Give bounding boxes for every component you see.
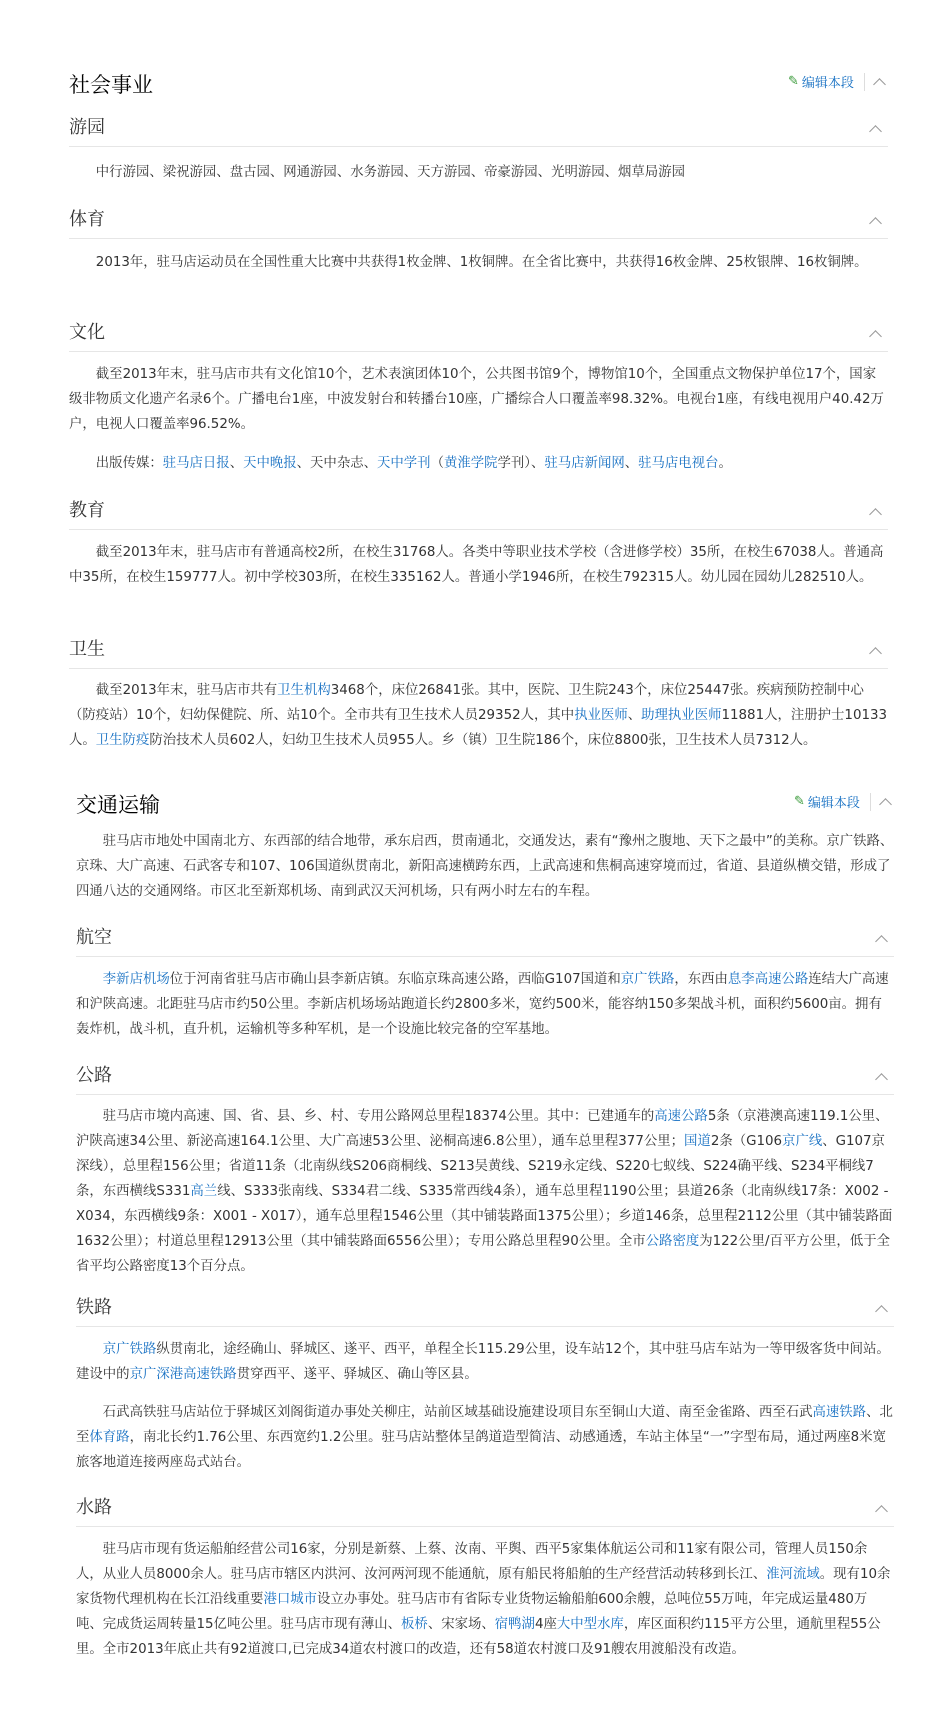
chevron-up-icon[interactable] <box>875 1305 888 1318</box>
subsection-title: 航空 <box>76 927 112 948</box>
paragraph-highway <box>76 1104 894 1279</box>
text: 贯穿西平、遂平、驿城区、确山等区县。 <box>236 1367 478 1382</box>
chevron-up-icon[interactable] <box>869 125 882 138</box>
text-sep: 、 <box>229 456 244 471</box>
text: 防治技术人员602人，妇幼卫生技术人员955人。乡（镇）卫生院186个，床位8800张，卫生技术人员7312人。 <box>149 733 817 748</box>
link-huaihe-basin[interactable]: 淮河流域 <box>766 1567 820 1582</box>
text-sep: 、 <box>624 456 639 471</box>
subsection-title: 铁路 <box>76 1297 112 1318</box>
link-high-speed-rail[interactable]: 高速铁路 <box>812 1405 867 1420</box>
subsection-header-health <box>69 632 888 669</box>
section-title-social: 社会事业 <box>69 73 153 97</box>
link-jingguang-railway[interactable]: 京广铁路 <box>620 972 675 987</box>
text: 3468个，床位26841张。其中，医院、卫生院243个，床位25447张。疾病预防控制中心（防疫站）10个，妇幼保健院、所、站10个。全市共有卫生技术人员29352人，其中 <box>69 683 864 723</box>
subsection-title: 水路 <box>76 1497 112 1518</box>
link-expressway[interactable]: 高速公路 <box>654 1109 708 1124</box>
link-national-road[interactable]: 国道 <box>684 1134 711 1149</box>
link-epidemic-prevention[interactable]: 卫生防疫 <box>95 733 150 748</box>
paragraph-railway-1 <box>76 1337 894 1387</box>
text: 、北至 <box>76 1405 893 1445</box>
text: 纵贯南北，途经确山、驿城区、遂平、西平，单程全长115.29公里，设车站12个，其中驻马店车站为一等甲级客货中间站。建设中的 <box>76 1342 890 1382</box>
subsection-title: 教育 <box>69 500 105 521</box>
text-sep: 。 <box>718 456 732 471</box>
paragraph-waterway <box>76 1537 894 1662</box>
link-zhumadian-news[interactable]: 驻马店新闻网 <box>544 456 625 471</box>
subsection-header-parks <box>69 110 888 147</box>
link-jingguangshengang-hsr[interactable]: 京广深港高速铁路 <box>129 1367 237 1382</box>
link-banqiao[interactable]: 板桥 <box>401 1617 428 1632</box>
link-port-city[interactable]: 港口城市 <box>263 1592 318 1607</box>
text: 、宋家场、 <box>427 1617 495 1632</box>
link-licensed-physician[interactable]: 执业医师 <box>574 708 628 723</box>
paragraph-health <box>69 678 888 753</box>
paragraph-transport-intro: 驻马店市地处中国南北方、东西部的结合地带，承东启西，贯南通北，交通发达，素有“豫州之腹地、天下之最中”的美称。京广铁路、京珠、大广高速、石武客专和107、106国道纵贯南北，新阳高速横跨东西，上武高速和焦桐高速穿境而过，省道、县道纵横交错，形成了四通八达的交通网络。市区北至新郑机场、南到武汉天河机场，只有两小时左右的车程。 <box>76 834 894 899</box>
link-tianzhong-journal[interactable]: 天中学刊 <box>377 456 431 471</box>
paragraph-culture: 截至2013年末，驻马店市共有文化馆10个，艺术表演团体10个，公共图书馆9个，博物馆10个，全国重点文物保护单位17个，国家级非物质文化遗产名录6个。广播电台1座，中波发射台和转播台10座，广播综合人口覆盖率98.32%。电视台1座，有线电视用户40.42万户，电视人口覆盖率96.52%。 <box>69 367 884 432</box>
paragraph-sports: 2013年，驻马店运动员在全国性重大比赛中共获得1枚金牌、1枚铜牌。在全省比赛中，共获得16枚金牌、25枚银牌、16枚铜牌。 <box>95 255 868 270</box>
edit-section-button[interactable]: 编辑本段 <box>801 76 854 91</box>
subsection-title: 体育 <box>69 209 105 230</box>
paragraph-parks: 中行游园、梁祝游园、盘古园、网通游园、水务游园、天方游园、帝豪游园、光明游园、烟草局游园 <box>95 165 685 180</box>
media-label: 出版传媒： <box>95 456 163 471</box>
text: 2条（G106 <box>710 1134 783 1149</box>
chevron-up-icon[interactable] <box>869 647 882 660</box>
chevron-up-icon[interactable] <box>869 508 882 521</box>
link-suyahu[interactable]: 宿鸭湖 <box>494 1617 535 1632</box>
subsection-title: 卫生 <box>69 639 105 660</box>
text-sep: 学刊）、 <box>497 456 545 471</box>
edit-section-button[interactable]: 编辑本段 <box>807 796 860 811</box>
subsection-header-culture <box>69 315 888 352</box>
chevron-up-icon[interactable] <box>873 78 886 91</box>
pencil-icon: ✎ <box>788 74 799 89</box>
chevron-up-icon[interactable] <box>869 330 882 343</box>
paragraph-aviation <box>76 967 894 1042</box>
link-jingguang-line[interactable]: 京广线 <box>782 1134 823 1149</box>
divider <box>864 73 865 91</box>
link-assistant-physician[interactable]: 助理执业医师 <box>641 708 722 723</box>
section-title-transport: 交通运输 <box>76 793 160 817</box>
subsection-title: 文化 <box>69 322 105 343</box>
text: ，南北长约1.76公里、东西宽约1.2公里。驻马店站整体呈鸽道造型简洁、动感通透，车站主体呈“一”字型布局，通过两座8米宽旅客地道连接两座岛式站台。 <box>76 1430 886 1470</box>
subsection-header-sports <box>69 202 888 239</box>
text: 、 <box>627 708 642 723</box>
link-reservoir[interactable]: 大中型水库 <box>556 1617 624 1632</box>
link-zhumadian-tv[interactable]: 驻马店电视台 <box>638 456 719 471</box>
link-road-density[interactable]: 公路密度 <box>645 1234 700 1249</box>
link-health-institution[interactable]: 卫生机构 <box>277 683 331 698</box>
text: 4座 <box>534 1617 557 1632</box>
link-lixindian-airport[interactable]: 李新店机场 <box>102 972 170 987</box>
text: 5条（京港澳高速119.1公里、沪陕高速34公里、新泌高速164.1公里、大广高速53公里、泌桐高速6.8公里），通车总里程377公里； <box>76 1109 889 1149</box>
text: 11881人，注册护士10133人。 <box>69 708 888 748</box>
subsection-header-railway <box>76 1290 894 1327</box>
subsection-title: 公路 <box>76 1065 112 1086</box>
text: ，东西由 <box>674 972 728 987</box>
paragraph-railway-2 <box>76 1400 894 1475</box>
text: 设立办事处。驻马店市有省际专业货物运输船舶600余艘，总吨位55万吨，年完成运量480万吨、完成货运周转量15亿吨公里。驻马店市现有薄山、 <box>76 1592 868 1632</box>
subsection-header-education <box>69 493 888 530</box>
link-jingguang-railway[interactable]: 京广铁路 <box>102 1342 157 1357</box>
text: 线、S333张南线、S334君二线、S335常西线4条），通车总里程1190公里；县道26条（北南纵线17条：X002 - X034，东西横线9条：X001 - X017），通车总里程1546公里（其中铺装路面1375公里）；乡道146条，总里程2112公里（其中铺装路面1632公里）；村道总里程12913公里（其中铺装路面6556公里）；专用公路总里程90公里。全市 <box>76 1184 893 1249</box>
chevron-up-icon[interactable] <box>879 798 892 811</box>
text: 驻马店市现有货运船舶经营公司16家，分别是新蔡、上蔡、汝南、平舆、西平5家集体航运公司和11家有限公司，管理人员150余人，从业人员8000余人。驻马店市辖区内洪河、汝河两河现不能通航，原有船民将船舶的生产经营活动转移到长江、 <box>76 1542 868 1582</box>
section-tools-social <box>788 72 884 91</box>
chevron-up-icon[interactable] <box>875 935 888 948</box>
link-gaolan[interactable]: 高兰 <box>190 1184 218 1199</box>
paragraph-education: 截至2013年末，驻马店市有普通高校2所，在校生31768人。各类中等职业技术学校（含进修学校）35所，在校生67038人。普通高中35所，在校生159777人。初中学校303所，在校生335162人。普通小学1946所，在校生792315人。幼儿园在园幼儿282510人。 <box>69 545 884 585</box>
text: 、G107京深线），总里程156公里；省道11条（北南纵线S206商桐线、S213吴黄线、S219永定线、S220七蚁线、S224确平线、S234平桐线7条，东西横线S331 <box>76 1134 885 1199</box>
pencil-icon: ✎ <box>794 794 805 809</box>
chevron-up-icon[interactable] <box>875 1505 888 1518</box>
text-sep: 、天中杂志、 <box>296 456 377 471</box>
divider <box>870 793 871 811</box>
section-tools-transport <box>794 792 890 811</box>
chevron-up-icon[interactable] <box>869 217 882 230</box>
link-tiyu-road[interactable]: 体育路 <box>89 1430 130 1445</box>
subsection-header-highway <box>76 1058 894 1095</box>
text: 连结大广高速和沪陕高速。北距驻马店市约50公里。李新店机场场站跑道长约2800多米，宽约500米，能容纳150多架战斗机，面积约5600亩。拥有轰炸机，战斗机，直升机，运输机等多种军机，是一个设施比较完备的空军基地。 <box>76 972 889 1037</box>
subsection-header-aviation <box>76 920 894 957</box>
text: 为122公里/百平方公里，低于全省平均公路密度13个百分点。 <box>76 1234 890 1274</box>
text: 位于河南省驻马店市确山县李新店镇。东临京珠高速公路，西临G107国道和 <box>169 972 621 987</box>
paragraph-culture-media <box>69 451 888 476</box>
link-tianzhong-evening[interactable]: 天中晚报 <box>243 456 297 471</box>
text: 。现有10余家货物代理机构在长江沿线重要 <box>76 1567 891 1607</box>
link-huanghuai-university[interactable]: 黄淮学院 <box>443 456 498 471</box>
link-xili-expressway[interactable]: 息李高速公路 <box>727 972 809 987</box>
text: ，库区面积约115平方公里，通航里程55公里。全市2013年底止共有92道渡口,已完成34道农村渡口的改造，还有58道农村渡口及91艘农用渡船没有改造。 <box>76 1617 881 1657</box>
text-sep: （ <box>430 456 444 471</box>
text: 石武高铁驻马店站位于驿城区刘阁街道办事处关柳庄，站前区域基础设施建设项目东至铜山大道、南至金雀路、西至石武 <box>102 1405 813 1420</box>
text: 截至2013年末，驻马店市共有 <box>95 683 278 698</box>
subsection-title: 游园 <box>69 117 105 138</box>
subsection-header-waterway <box>76 1490 894 1527</box>
link-zhumadian-daily[interactable]: 驻马店日报 <box>162 456 230 471</box>
chevron-up-icon[interactable] <box>875 1073 888 1086</box>
text: 驻马店市境内高速、国、省、县、乡、村、专用公路网总里程18374公里。其中：已建通车的 <box>102 1109 655 1124</box>
